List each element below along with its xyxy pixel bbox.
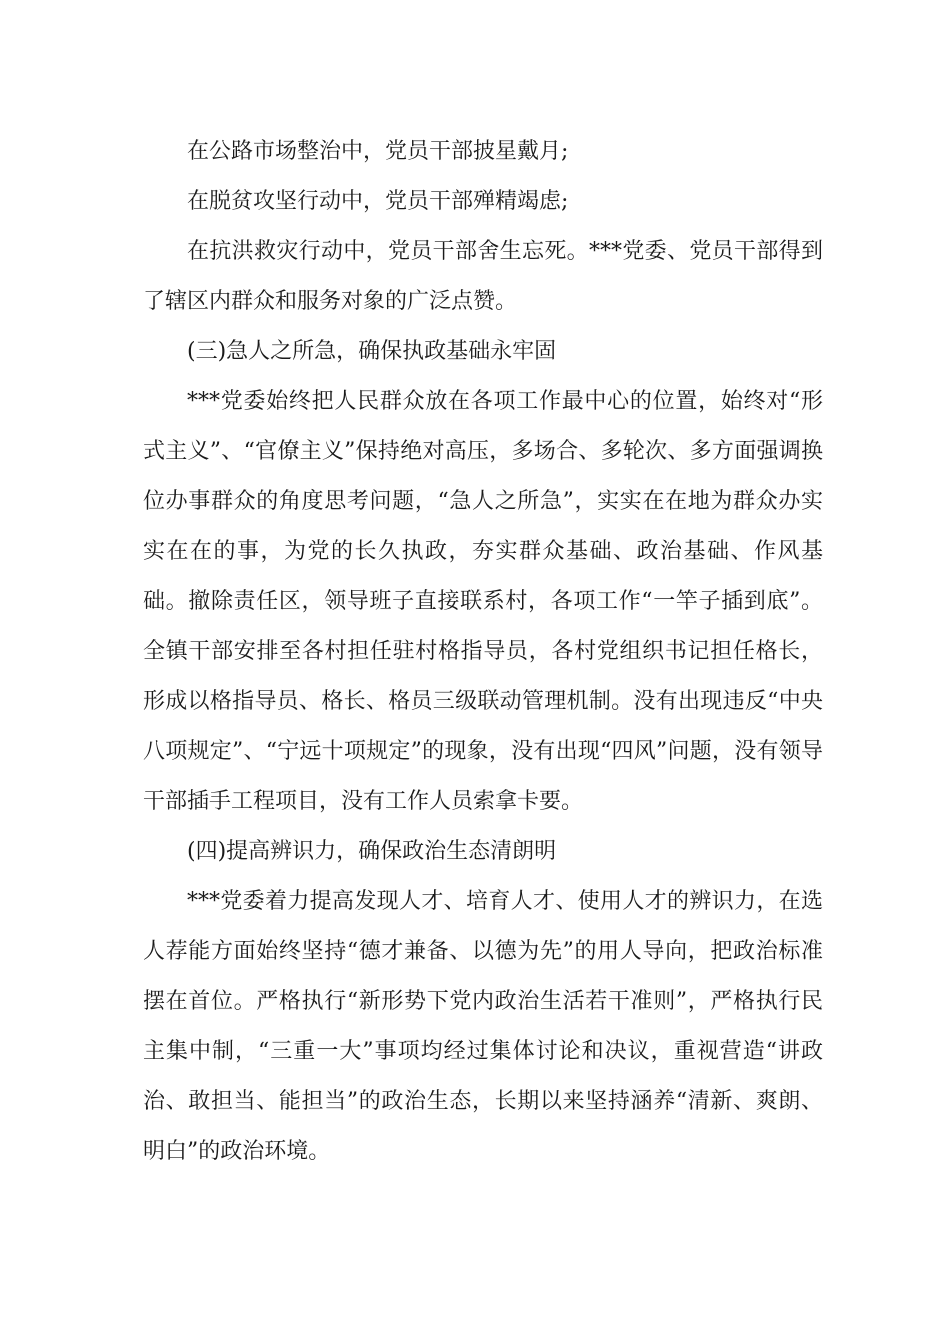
paragraph-poverty-alleviation: 在脱贫攻坚行动中，党员干部殚精竭虑;: [187, 189, 569, 214]
section-heading-4: (四)提高辨识力，确保政治生态清朗明: [187, 839, 557, 864]
paragraph-flood-relief: 在抗洪救灾行动中，党员干部舍生忘死。***党委、党员干部得到了辖区内群众和服务对象的广泛点赞。: [143, 239, 823, 314]
document-body: [143, 127, 823, 1177]
paragraph-highway-market: 在公路市场整治中，党员干部披星戴月;: [187, 139, 569, 164]
paragraph-section-4-body: ***党委着力提高发现人才、培育人才、使用人才的辨识力，在选人荐能方面始终坚持“德才兼备、以德为先”的用人导向，把政治标准摆在首位。严格执行“新形势下党内政治生活若干准则”，严格执行民主集中制，“三重一大”事项均经过集体讨论和决议，重视营造“讲政治、敢担当、能担当”的政治生态，长期以来坚持涵养“清新、爽朗、明白”的政治环境。: [143, 889, 823, 1164]
section-heading-3: (三)急人之所急，确保执政基础永牢固: [187, 339, 557, 364]
paragraph-section-3-body: ***党委始终把人民群众放在各项工作最中心的位置，始终对“形式主义”、“官僚主义”保持绝对高压，多场合、多轮次、多方面强调换位办事群众的角度思考问题，“急人之所急”，实实在在地为群众办实实在在的事，为党的长久执政，夯实群众基础、政治基础、作风基础。撤除责任区，领导班子直接联系村，各项工作“一竿子插到底”。全镇干部安排至各村担任驻村格指导员，各村党组织书记担任格长，形成以格指导员、格长、格员三级联动管理机制。没有出现违反“中央八项规定”、“宁远十项规定”的现象，没有出现“四风”问题，没有领导干部插手工程项目，没有工作人员索拿卡要。: [143, 389, 823, 814]
